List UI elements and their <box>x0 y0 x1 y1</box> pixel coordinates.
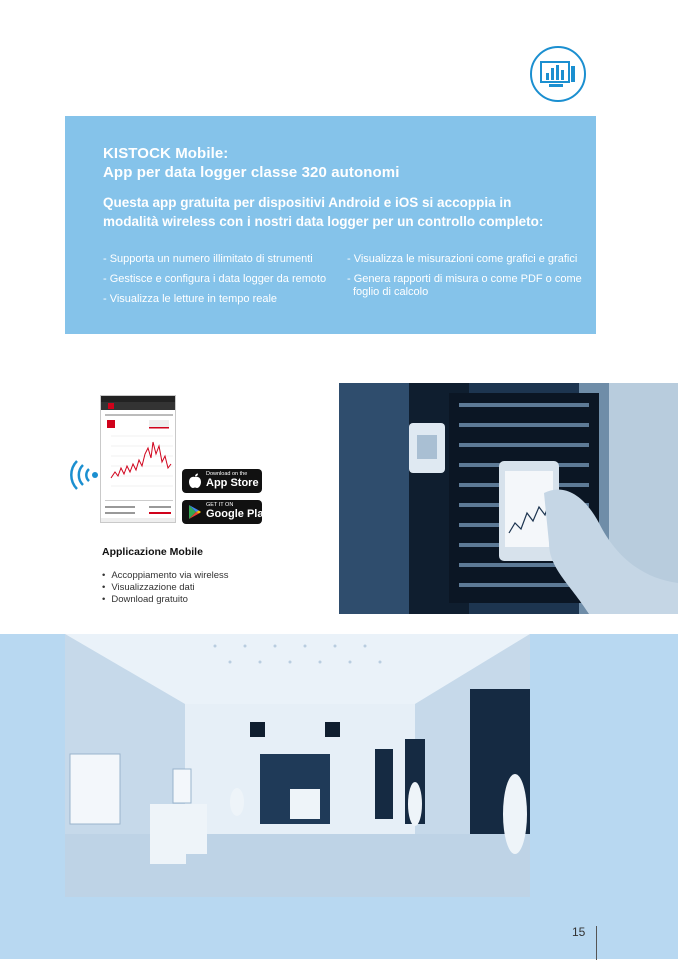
list-item: - Visualizza le letture in tempo reale <box>103 293 278 305</box>
app-store-small-label: Download on the <box>206 471 248 477</box>
list-item: • Visualizzazione dati <box>102 582 229 594</box>
panel-title: KISTOCK Mobile: App per data logger classe 320 autonomi <box>103 145 400 181</box>
list-item: - Visualizza le misurazioni come grafici e grafici <box>347 253 578 265</box>
google-play-icon <box>188 504 202 520</box>
list-item: foglio di calcolo <box>353 286 429 298</box>
bullet-list-right <box>347 253 587 299</box>
server-room-photo <box>339 383 678 614</box>
list-item: • Download gratuito <box>102 594 229 606</box>
page-number-divider <box>596 926 597 960</box>
monitor-chart-icon <box>530 46 586 102</box>
museum-gallery-photo <box>65 634 530 897</box>
mobile-feature-list <box>102 570 229 606</box>
google-play-label: Google Play <box>206 508 270 520</box>
google-play-small-label: GET IT ON <box>206 502 234 508</box>
list-item: - Genera rapporti di misura o come PDF o come <box>347 273 582 285</box>
phone-app-screenshot <box>100 395 176 523</box>
app-store-label: App Store <box>206 477 259 489</box>
list-item: - Gestisce e configura i data logger da remoto <box>103 273 327 285</box>
mobile-app-title: Applicazione Mobile <box>102 546 203 558</box>
wireless-icon <box>68 460 100 490</box>
google-play-button[interactable] <box>182 500 270 524</box>
info-panel <box>65 116 596 334</box>
bullet-list-left <box>103 253 343 306</box>
list-item: - Supporta un numero illimitato di strumenti <box>103 253 313 265</box>
list-item: • Accoppiamento via wireless <box>102 570 229 582</box>
page-number: 15 <box>572 925 586 939</box>
app-store-button[interactable] <box>182 469 262 493</box>
apple-icon <box>188 473 202 489</box>
panel-lead: Questa app gratuita per dispositivi Android e iOS si accoppia in modalità wireless con i nostri data logger per un controllo completo: <box>103 195 544 229</box>
